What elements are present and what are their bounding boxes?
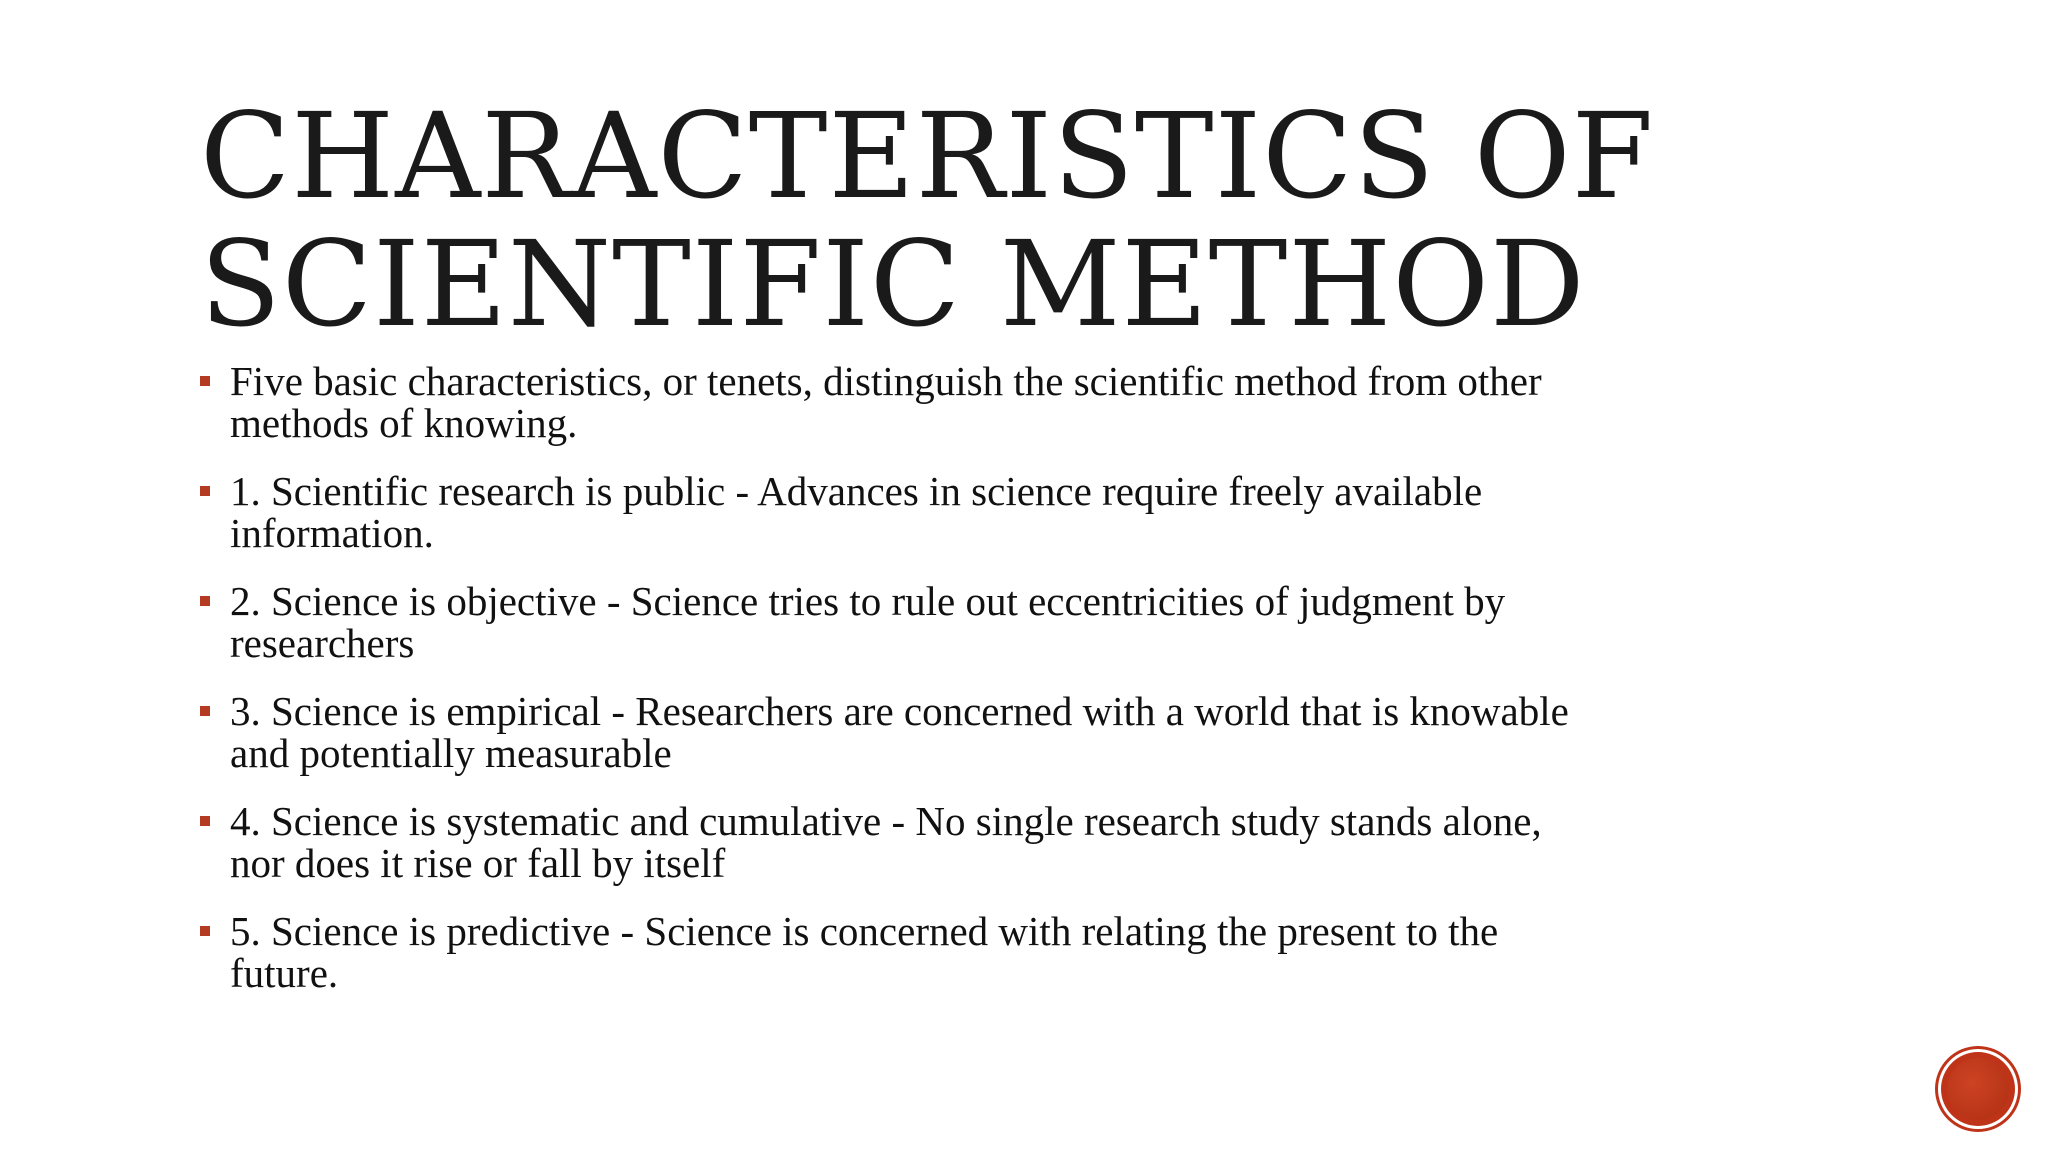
bullet-line: methods of knowing.	[230, 400, 578, 446]
bullet-item-objective	[200, 580, 1860, 664]
bullet-line: and potentially measurable	[230, 730, 672, 776]
square-bullet-icon	[200, 376, 210, 386]
bullet-item-systematic	[200, 800, 1860, 884]
bullet-list	[200, 360, 1860, 1020]
slide-nav-button[interactable]	[1941, 1052, 2015, 1126]
square-bullet-icon	[200, 706, 210, 716]
square-bullet-icon	[200, 816, 210, 826]
slide-title-line-2: SCIENTIFIC METHOD	[200, 215, 1586, 353]
bullet-line: 2. Science is objective - Science tries to rule out eccentricities of judgment by	[230, 578, 1506, 624]
square-bullet-icon	[200, 926, 210, 936]
slide-title	[200, 87, 1900, 353]
bullet-line: 1. Scientific research is public - Advances in science require freely available	[230, 468, 1483, 514]
bullet-item-predictive	[200, 910, 1860, 994]
bullet-line: 5. Science is predictive - Science is concerned with relating the present to the	[230, 908, 1499, 954]
square-bullet-icon	[200, 486, 210, 496]
bullet-item-public	[200, 470, 1860, 554]
bullet-line: future.	[230, 950, 339, 996]
bullet-item-empirical	[200, 690, 1860, 774]
slide-nav-circle-icon	[1947, 1058, 2009, 1120]
bullet-line: researchers	[230, 620, 415, 666]
bullet-line: nor does it rise or fall by itself	[230, 840, 726, 886]
bullet-line: information.	[230, 510, 434, 556]
bullet-line: Five basic characteristics, or tenets, distinguish the scientific method from other	[230, 358, 1542, 404]
square-bullet-icon	[200, 596, 210, 606]
bullet-item-intro	[200, 360, 1860, 444]
slide-title-line-1: CHARACTERISTICS OF	[200, 87, 1655, 225]
bullet-line: 4. Science is systematic and cumulative - No single research study stands alone,	[230, 798, 1542, 844]
bullet-line: 3. Science is empirical - Researchers are concerned with a world that is knowable	[230, 688, 1569, 734]
